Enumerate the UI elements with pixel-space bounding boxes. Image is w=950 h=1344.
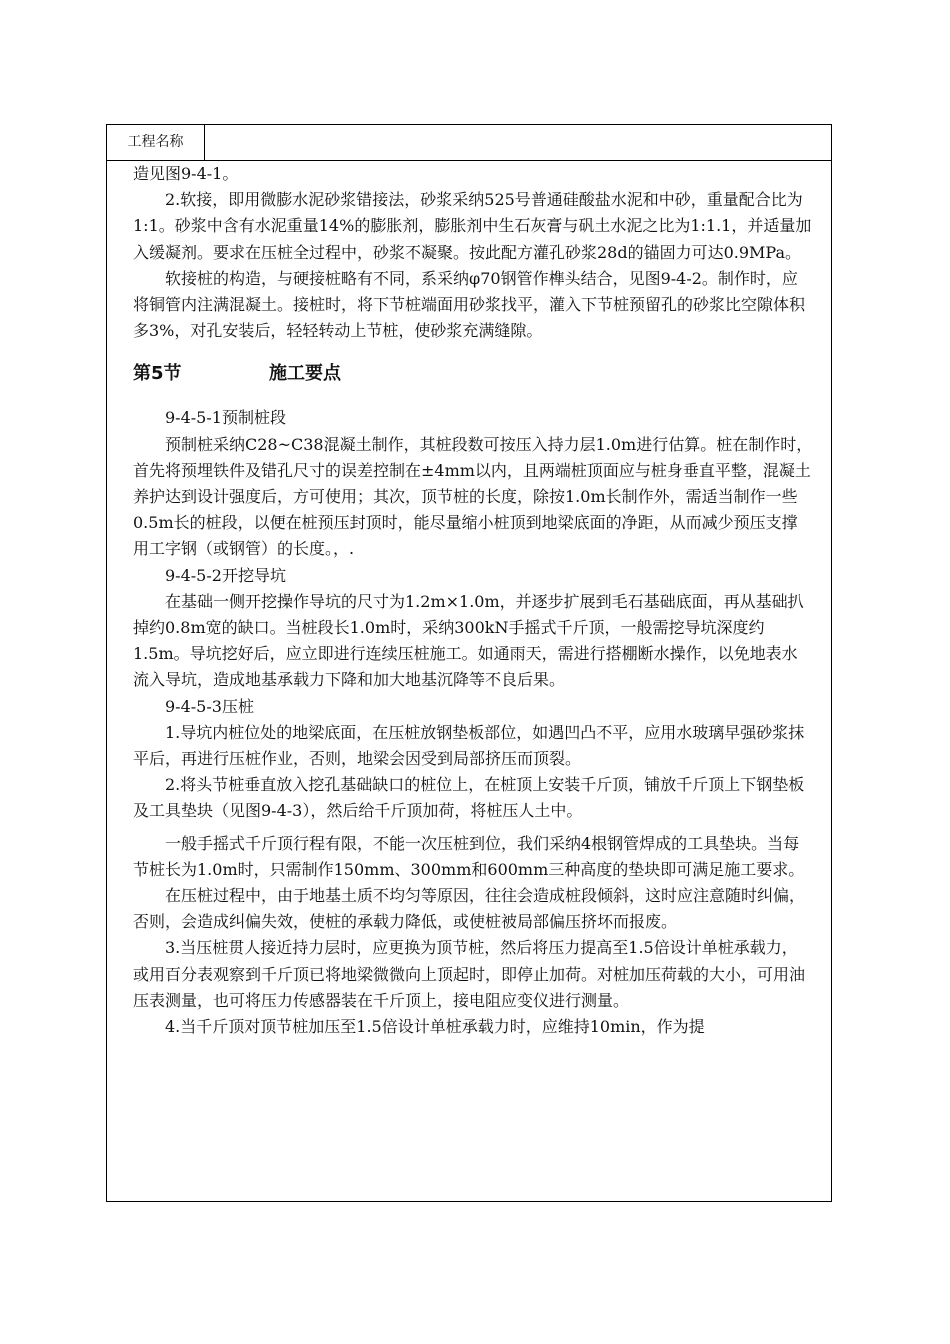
paragraph: 1.导坑内桩位处的地梁底面，在压桩放钢垫板部位，如遇凹凸不平，应用水玻璃早强砂浆抹平后，再进行压桩作业，否则，地梁会因受到局部挤压而顶裂。	[133, 722, 805, 769]
subheading: 9-4-5-1预制桩段	[165, 408, 286, 428]
header-row	[107, 125, 831, 161]
paragraph: 4.当千斤顶对顶节桩加压至1.5倍设计单桩承载力时，应维持10min，作为提	[165, 1017, 705, 1037]
paragraph: 造见图9-4-1。	[133, 164, 239, 183]
paragraph: 2.将头节桩垂直放入挖孔基础缺口的桩位上，在桩顶上安装千斤顶，铺放千斤顶上下钢垫板及工具垫块（见图9-4-3），然后给千斤顶加荷，将桩压人土中。	[133, 775, 805, 821]
paragraph: 一般手摇式千斤顶行程有限，不能一次压桩到位，我们采纳4根钢管焊成的工具垫块。当每节桩长为1.0m时，只需制作150mm、300mm和600mm三种高度的垫块即可满足施工要求。	[133, 833, 805, 879]
document-body	[133, 161, 813, 1040]
paragraph: 软接桩的构造，与硬接桩略有不同，系采纳φ70钢管作榫头结合，见图9-4-2。制作时，应将铜管内注满混凝土。接桩时，将下节桩端面用砂浆找平，灌入下节桩预留孔的砂浆比空隙体积多3%，对孔安装后，轻轻转动上节桩，使砂浆充满缝隙。	[133, 268, 806, 341]
section-title: 施工要点	[269, 363, 341, 385]
paragraph: 在压桩过程中，由于地基土质不均匀等原因，往往会造成桩段倾斜，这时应注意随时纠偏，否则，会造成纠偏失效，使桩的承载力降低，或使桩被局部偏压挤坏而报废。	[133, 886, 806, 932]
paragraph: 3.当压桩贯人接近持力层时，应更换为顶节桩，然后将压力提高至1.5倍设计单桩承载力，或用百分表观察到千斤顶已将地梁微微向上顶起时，即停止加荷。对桩加压荷载的大小，可用油压表测量，也可将压力传感器装在千斤顶上，接电阻应变仪进行测量。	[133, 938, 806, 1010]
paragraph: 2.软接，即用微膨水泥砂浆错接法，砂浆采纳525号普通硅酸盐水泥和中砂，重量配合比为1:1。砂浆中含有水泥重量14%的膨胀剂，膨胀剂中生石灰膏与矾土水泥之比为1:1.1，并适量加入缓凝剂。要求在压桩全过程中，砂浆不凝聚。按此配方灌孔砂浆28d的锚固力可达0.9MPa。	[133, 190, 812, 262]
document-frame	[106, 124, 832, 1202]
subheading: 9-4-5-3压桩	[165, 696, 254, 716]
section-number: 第5节	[133, 363, 182, 385]
section-heading	[133, 361, 813, 387]
project-name-label: 工程名称	[107, 125, 205, 160]
paragraph: 预制桩采纳C28~C38混凝土制作，其桩段数可按压入持力层1.0m进行估算。桩在制作时，首先将预埋铁件及错孔尺寸的误差控制在±4mm以内，且两端桩顶面应与桩身垂直平整，混凝土养护达到设计强度后，方可使用；其次，顶节桩的长度，除按1.0m长制作外，需适当制作一些0.5m长的桩段，以便在桩预压封顶时，能尽量缩小桩顶到地梁底面的净距，从而减少预压支撑用工字钢（或钢管）的长度。，.	[133, 434, 813, 559]
paragraph: 在基础一侧开挖操作导坑的尺寸为1.2m×1.0m，并逐步扩展到毛石基础底面，再从基础扒掉约0.8m宽的缺口。当桩段长1.0m时，采纳300kN手摇式千斤顶，一般需挖导坑深度约1.5m。导坑挖好后，应立即进行连续压桩施工。如通雨天，需进行搭棚断水操作，以免地表水流入导坑，造成地基承载力下降和加大地基沉降等不良后果。	[133, 591, 804, 690]
subheading: 9-4-5-2开挖导坑	[165, 565, 286, 585]
